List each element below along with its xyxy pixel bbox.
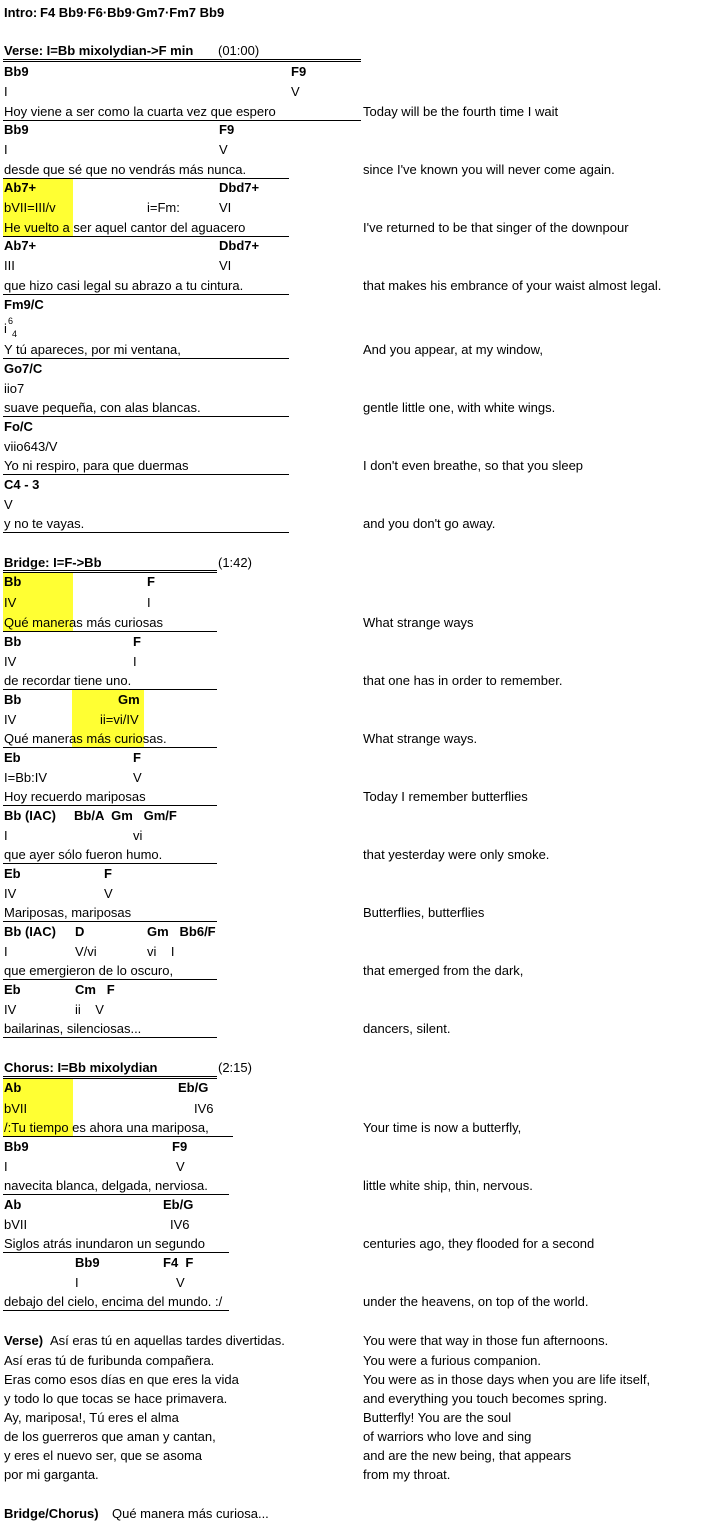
chord: Bb [4, 634, 22, 649]
roman-numeral: VI [219, 200, 232, 215]
lyric-en: that one has in order to remember. [363, 673, 563, 688]
chord: C4 - 3 [4, 477, 40, 492]
lyric-es: Qué maneras más curiosas [4, 615, 163, 630]
lyric-en: under the heavens, on top of the world. [363, 1294, 589, 1309]
verse2-es-line: y todo lo que tocas se hace primavera. [4, 1391, 228, 1406]
chord: Ab [4, 1197, 22, 1212]
chord: Eb [4, 982, 21, 997]
roman-numeral: I [75, 1275, 79, 1290]
chord: Bb9 [4, 122, 29, 137]
chord: Ab7+ [4, 238, 37, 253]
lyric-en: that yesterday were only smoke. [363, 847, 550, 862]
underline [3, 921, 217, 922]
roman-numeral: VI [219, 258, 232, 273]
lyric-es: que ayer sólo fueron humo. [4, 847, 163, 862]
verse2-es-line: Así eras tú de furibunda compañera. [4, 1353, 215, 1368]
lyric-es: suave pequeña, con alas blancas. [4, 400, 201, 415]
roman-numeral: V/vi [75, 944, 97, 959]
underline [3, 294, 289, 295]
roman-numeral: V [176, 1275, 185, 1290]
roman-numeral: i=Fm: [147, 200, 180, 215]
underline [3, 1252, 229, 1253]
chord: Fm9/C [4, 297, 44, 312]
chord: D [75, 924, 85, 939]
outro-label: Bridge/Chorus) [4, 1506, 99, 1521]
roman-numeral: IV [4, 886, 17, 901]
roman-numeral: ii V [75, 1002, 104, 1017]
lyric-en: and you don't go away. [363, 516, 496, 531]
lyric-es: Mariposas, mariposas [4, 905, 132, 920]
chorus-time: (2:15) [218, 1060, 252, 1075]
roman-numeral: V [176, 1159, 185, 1174]
lyric-en: Your time is now a butterfly, [363, 1120, 522, 1135]
lyric-es: He vuelto a ser aquel cantor del aguacero [4, 220, 246, 235]
roman-numeral: viio643/V [4, 439, 58, 454]
lyric-es: Siglos atrás inundaron un segundo [4, 1236, 205, 1251]
verse2-es-line: de los guerreros que aman y cantan, [4, 1429, 216, 1444]
chord: Bb [4, 692, 22, 707]
chord: Bb (IAC) [4, 924, 56, 939]
chord: Dbd7+ [219, 238, 260, 253]
chord: Ab [4, 1080, 22, 1095]
lyric-es: que hizo casi legal su abrazo a tu cintura. [4, 278, 244, 293]
underline [3, 416, 289, 417]
lyric-en: What strange ways [363, 615, 474, 630]
lyric-es: de recordar tiene uno. [4, 673, 132, 688]
verse2-es-line: Eras como esos días en que eres la vida [4, 1372, 239, 1387]
roman-numeral: I [133, 654, 137, 669]
roman-numeral: IV [4, 595, 17, 610]
roman-numeral: I [4, 84, 8, 99]
roman-numeral: IV [4, 712, 17, 727]
lyric-es: /:Tu tiempo es ahora una mariposa, [4, 1120, 209, 1135]
chord: Eb/G [178, 1080, 209, 1095]
chord: Bb9 [4, 1139, 29, 1154]
roman-numeral: bVII [4, 1101, 28, 1116]
lyric-en: that emerged from the dark, [363, 963, 524, 978]
chord: Go7/C [4, 361, 43, 376]
lyric-en: Today will be the fourth time I wait [363, 104, 559, 119]
underline [3, 358, 289, 359]
underline [3, 805, 217, 806]
chord: Gm Bb6/F [147, 924, 216, 939]
chord: F [133, 634, 141, 649]
chord: F9 [291, 64, 307, 79]
underline [3, 474, 289, 475]
roman-numeral: IV [4, 1002, 17, 1017]
lyric-es: Yo ni respiro, para que duermas [4, 458, 189, 473]
chord: Ab7+ [4, 180, 37, 195]
bridge-heading: Bridge: I=F->Bb [4, 555, 102, 570]
lyric-en: I've returned to be that singer of the downpour [363, 220, 629, 235]
underline [3, 1194, 229, 1195]
roman-numeral: iio7 [4, 381, 25, 396]
roman-numeral: V [133, 770, 142, 785]
lyric-es: Hoy viene a ser como la cuarta vez que espero [4, 104, 276, 119]
underline [3, 979, 217, 980]
verse2-en-line: and are the new being, that appears [363, 1448, 572, 1463]
chord: F9 [172, 1139, 188, 1154]
superscript: 6 [8, 316, 14, 326]
roman-numeral: III [4, 258, 15, 273]
chord: F9 [219, 122, 235, 137]
roman-numeral: I=Bb:IV [4, 770, 47, 785]
lyric-en: little white ship, thin, nervous. [363, 1178, 533, 1193]
chord: Eb [4, 866, 21, 881]
roman-numeral: I [4, 1159, 8, 1174]
roman-numeral: V [104, 886, 113, 901]
roman-numeral: I [4, 828, 8, 843]
roman-numeral: I [4, 142, 8, 157]
verse2-label: Verse) [4, 1333, 44, 1348]
chord: F4 F [163, 1255, 194, 1270]
underline [3, 532, 289, 533]
roman-numeral: IV6 [194, 1101, 214, 1116]
chord: Eb/G [163, 1197, 194, 1212]
lyric-en: I don't even breathe, so that you sleep [363, 458, 584, 473]
roman-numeral: IV6 [170, 1217, 190, 1232]
lyric-es: Y tú apareces, por mi ventana, [4, 342, 181, 357]
chord: Fo/C [4, 419, 33, 434]
underline [3, 236, 289, 237]
roman-numeral: V [4, 497, 13, 512]
chord: Eb [4, 750, 21, 765]
roman-numeral: I [4, 944, 8, 959]
verse2-es-line: y eres el nuevo ser, que se asoma [4, 1448, 203, 1463]
verse2-en-line: and everything you touch becomes spring. [363, 1391, 608, 1406]
lyric-en: dancers, silent. [363, 1021, 451, 1036]
underline [3, 631, 217, 632]
lyric-es: bailarinas, silenciosas... [4, 1021, 142, 1036]
bridge-time: (1:42) [218, 555, 252, 570]
chord: Bb9 [75, 1255, 100, 1270]
underline [3, 120, 361, 121]
lyric-en: that makes his embrance of your waist almost legal. [363, 278, 662, 293]
lyric-es: y no te vayas. [4, 516, 85, 531]
chord: Bb9 [4, 64, 29, 79]
verse2-es-line: Así eras tú en aquellas tardes divertidas. [50, 1333, 285, 1348]
underline [3, 1310, 229, 1311]
chord: F [147, 574, 155, 589]
verse2-en-line: Butterfly! You are the soul [363, 1410, 512, 1425]
roman-numeral: V [219, 142, 228, 157]
chord: Gm [118, 692, 140, 707]
underline [3, 1037, 217, 1038]
roman-numeral: i [4, 321, 7, 336]
lyric-es: debajo del cielo, encima del mundo. :/ [4, 1294, 223, 1309]
lyric-en: What strange ways. [363, 731, 478, 746]
verse-time: (01:00) [218, 43, 260, 58]
roman-numeral: IV [4, 654, 17, 669]
roman-numeral: I [147, 595, 151, 610]
lyric-es: Qué maneras más curiosas. [4, 731, 167, 746]
intro-label: Intro: [4, 5, 38, 20]
roman-numeral: V [291, 84, 300, 99]
verse2-en-line: from my throat. [363, 1467, 451, 1482]
lyric-es: que emergieron de lo oscuro, [4, 963, 174, 978]
lyric-es: desde que sé que no vendrás más nunca. [4, 162, 247, 177]
chord: Bb (IAC) Bb/A Gm Gm/F [4, 808, 177, 823]
chord: F [133, 750, 141, 765]
chord: Bb [4, 574, 22, 589]
verse2-en-line: You were a furious companion. [363, 1353, 542, 1368]
lyric-en: Today I remember butterflies [363, 789, 528, 804]
roman-numeral: vi I [147, 944, 175, 959]
outro-text: Qué manera más curiosa... [112, 1506, 269, 1521]
verse2-en-line: You were that way in those fun afternoons. [363, 1333, 609, 1348]
roman-numeral: bVII [4, 1217, 28, 1232]
intro-chords: F4 Bb9·F6·Bb9·Gm7·Fm7 Bb9 [40, 5, 225, 20]
chord: Cm F [75, 982, 115, 997]
lyric-es: Hoy recuerdo mariposas [4, 789, 146, 804]
roman-numeral: ii=vi/IV [100, 712, 139, 727]
underline [3, 747, 217, 748]
chord: Dbd7+ [219, 180, 260, 195]
chorus-heading: Chorus: I=Bb mixolydian [4, 1060, 158, 1075]
lyric-en: centuries ago, they flooded for a second [363, 1236, 595, 1251]
section-divider [3, 59, 361, 62]
verse2-es-line: Ay, mariposa!, Tú eres el alma [4, 1410, 179, 1425]
verse2-en-line: of warriors who love and sing [363, 1429, 532, 1444]
roman-numeral: vi [133, 828, 143, 843]
lyric-es: navecita blanca, delgada, nerviosa. [4, 1178, 208, 1193]
lyric-en: since I've known you will never come again. [363, 162, 615, 177]
lyric-en: And you appear, at my window, [363, 342, 543, 357]
underline [3, 1136, 233, 1137]
roman-numeral: bVII=III/v [4, 200, 56, 215]
lyric-en: Butterflies, butterflies [363, 905, 485, 920]
verse2-en-line: You were as in those days when you are life itself, [363, 1372, 651, 1387]
verse-heading: Verse: I=Bb mixolydian->F min [4, 43, 194, 58]
underline [3, 863, 217, 864]
verse2-es-line: por mi garganta. [4, 1467, 99, 1482]
lyric-en: gentle little one, with white wings. [363, 400, 556, 415]
chord: F [104, 866, 112, 881]
subscript: 4 [12, 329, 18, 339]
